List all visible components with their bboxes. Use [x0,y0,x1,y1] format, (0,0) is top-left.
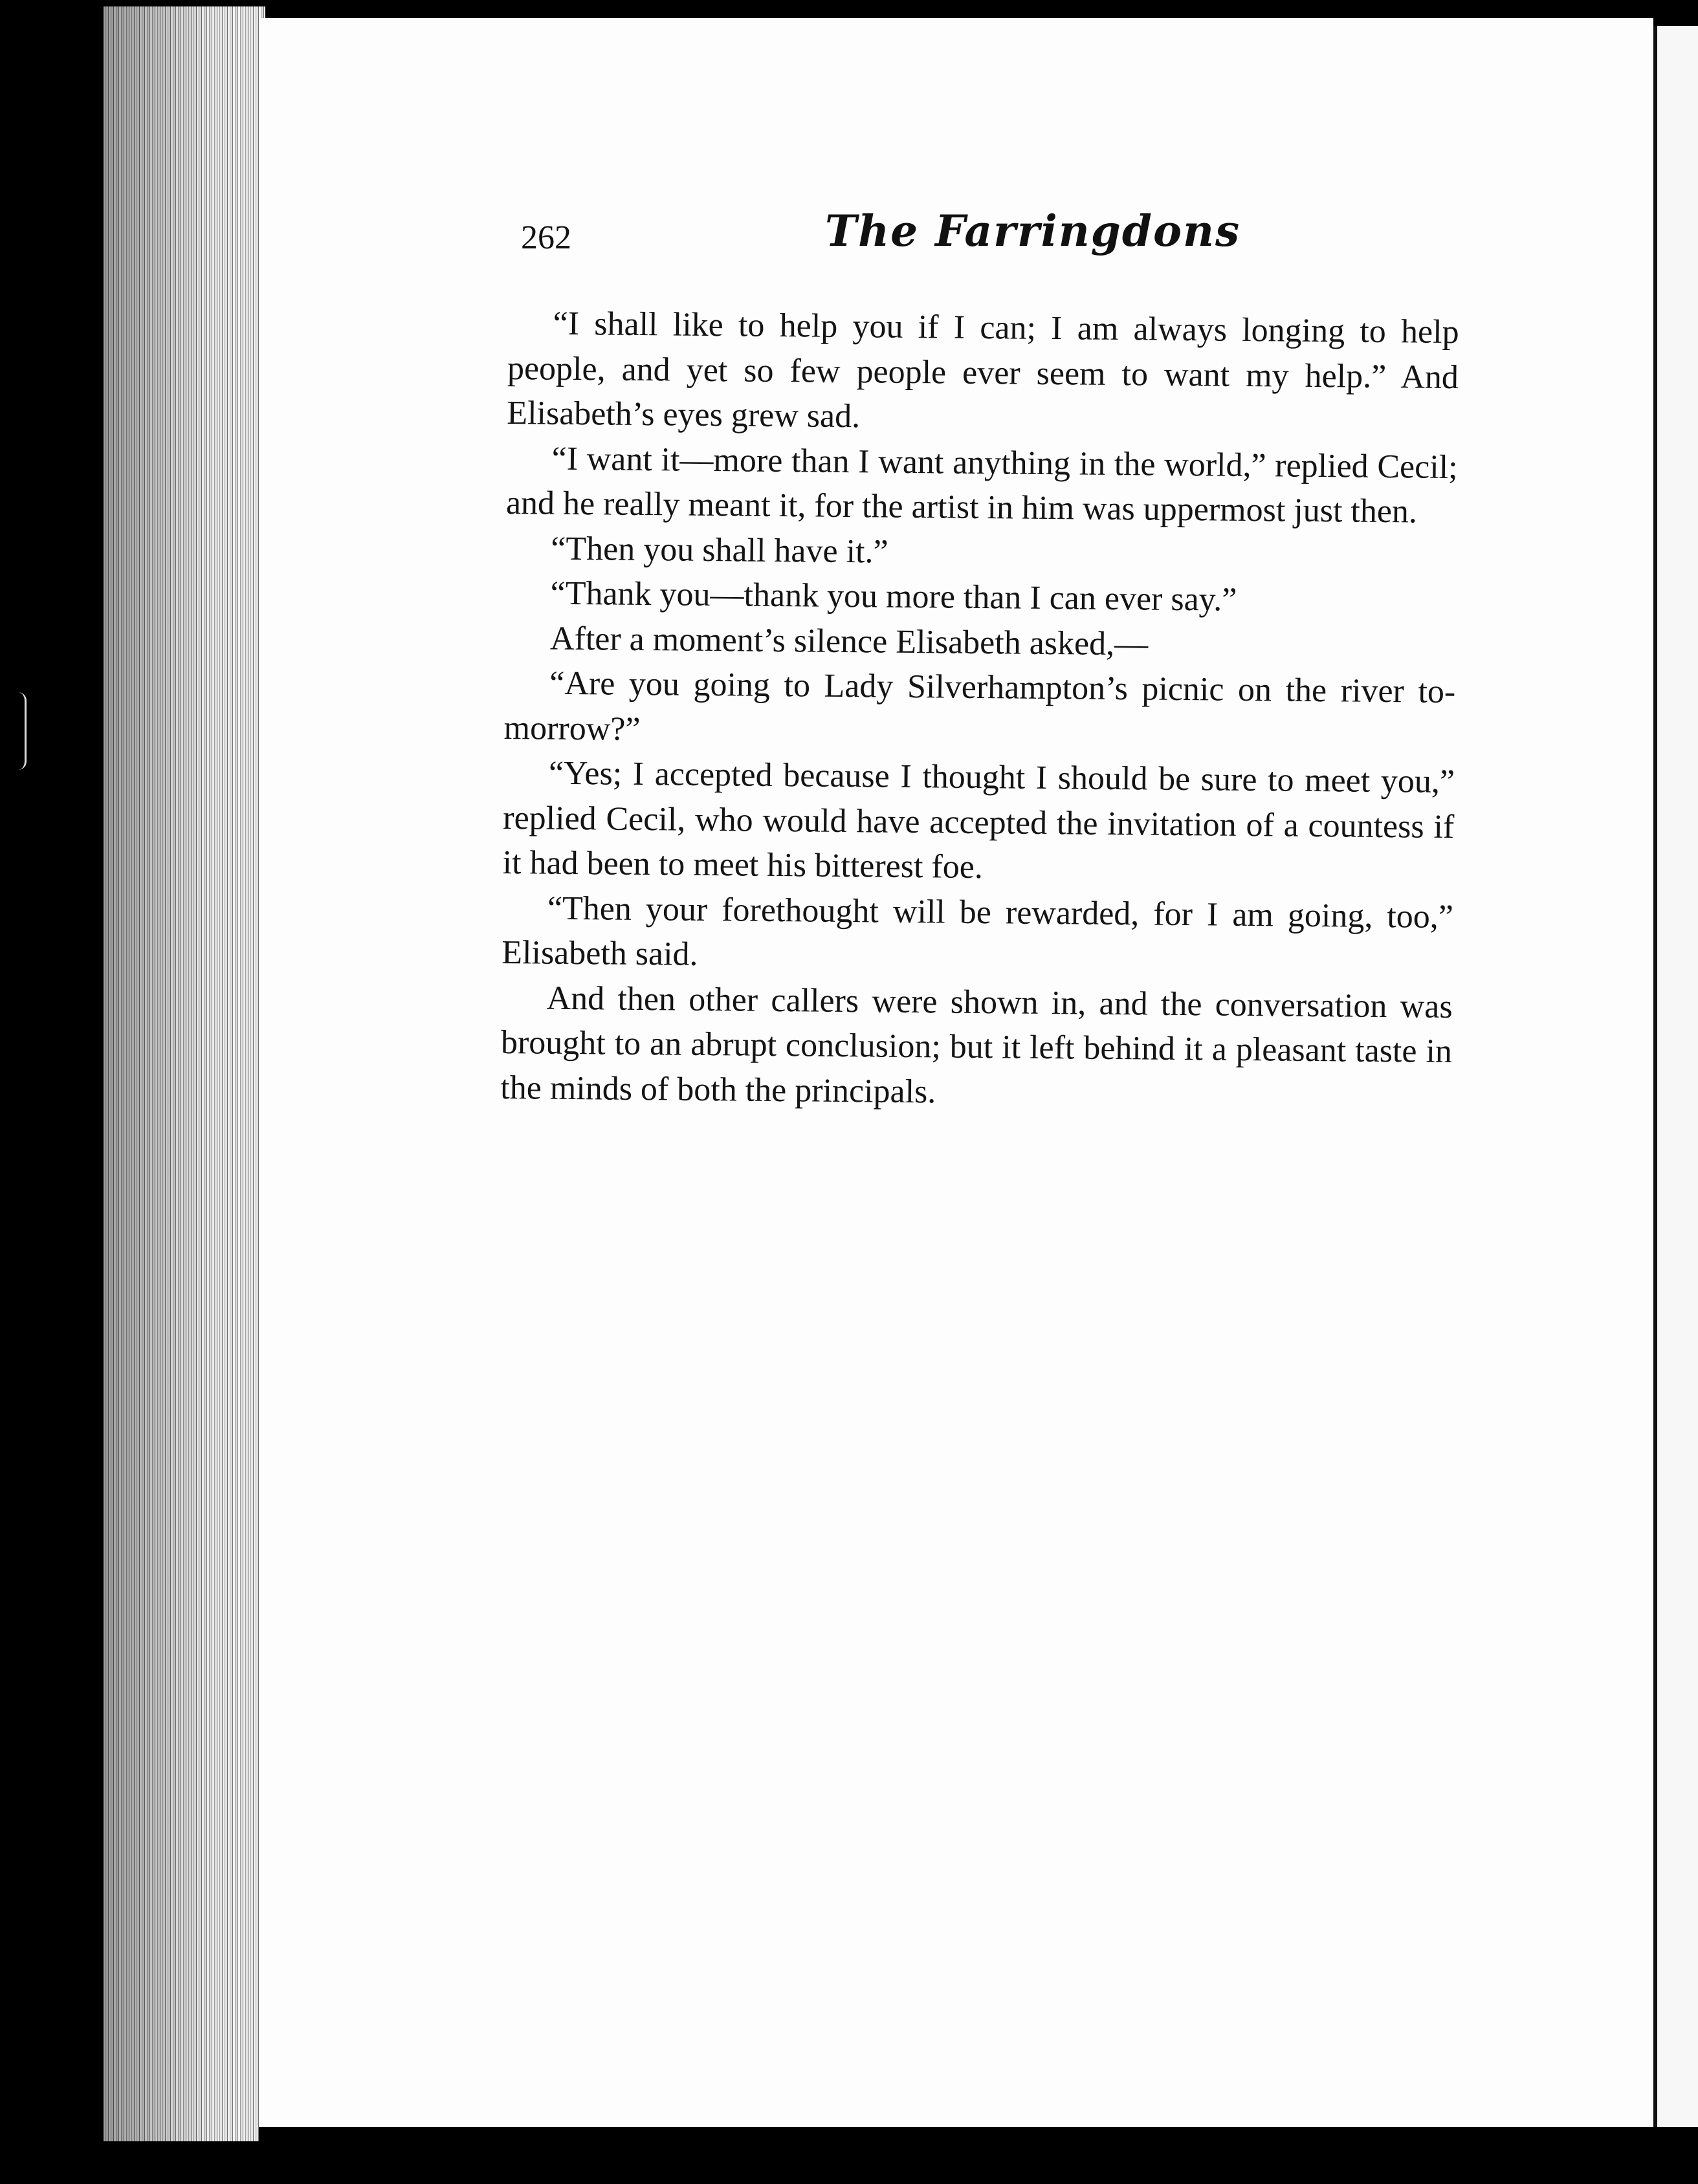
paragraph: “I shall like to help you if I can; I am always longing to help people, and yet so few people ever seem to want my help.” And Elisabeth’s eyes grew sad. [507,305,1459,435]
paragraph: “Are you going to Lady Silverhampton’s picnic on the river to-morrow?” [503,664,1456,748]
scan-bottom-edge [259,2127,1698,2184]
scan-margin-mark [18,692,27,770]
paragraph: “Then your forethought will be rewarded, for I am going, too,” Elisabeth said. [502,890,1454,973]
paragraph: “Then you shall have it.” [551,530,888,571]
page-number: 262 [521,219,571,256]
page-edges-shadow [104,6,265,2141]
paragraph: “Thank you—thank you more than I can ever say.” [550,574,1237,618]
paragraph: “I want it—more than I want anything in the world,” replied Cecil; and he really meant it, for the artist in him was uppermost just then. [505,440,1458,530]
running-title: The Farringdons [825,206,1241,256]
paragraph: “Yes; I accepted because I thought I should be sure to meet you,” replied Cecil, who would have accepted the invitation of a countess if it had been to meet his bitterest foe. [502,754,1455,886]
paragraph: After a moment’s silence Elisabeth asked,— [549,620,1149,663]
running-head [521,206,1241,264]
facing-page-edge [1653,26,1698,2128]
paragraph: And then other callers were shown in, and the conversation was brought to an abrupt conclusion; but it left behind it a pleasant taste in the minds of both the principals. [500,979,1453,1110]
body-text [500,301,1459,1119]
